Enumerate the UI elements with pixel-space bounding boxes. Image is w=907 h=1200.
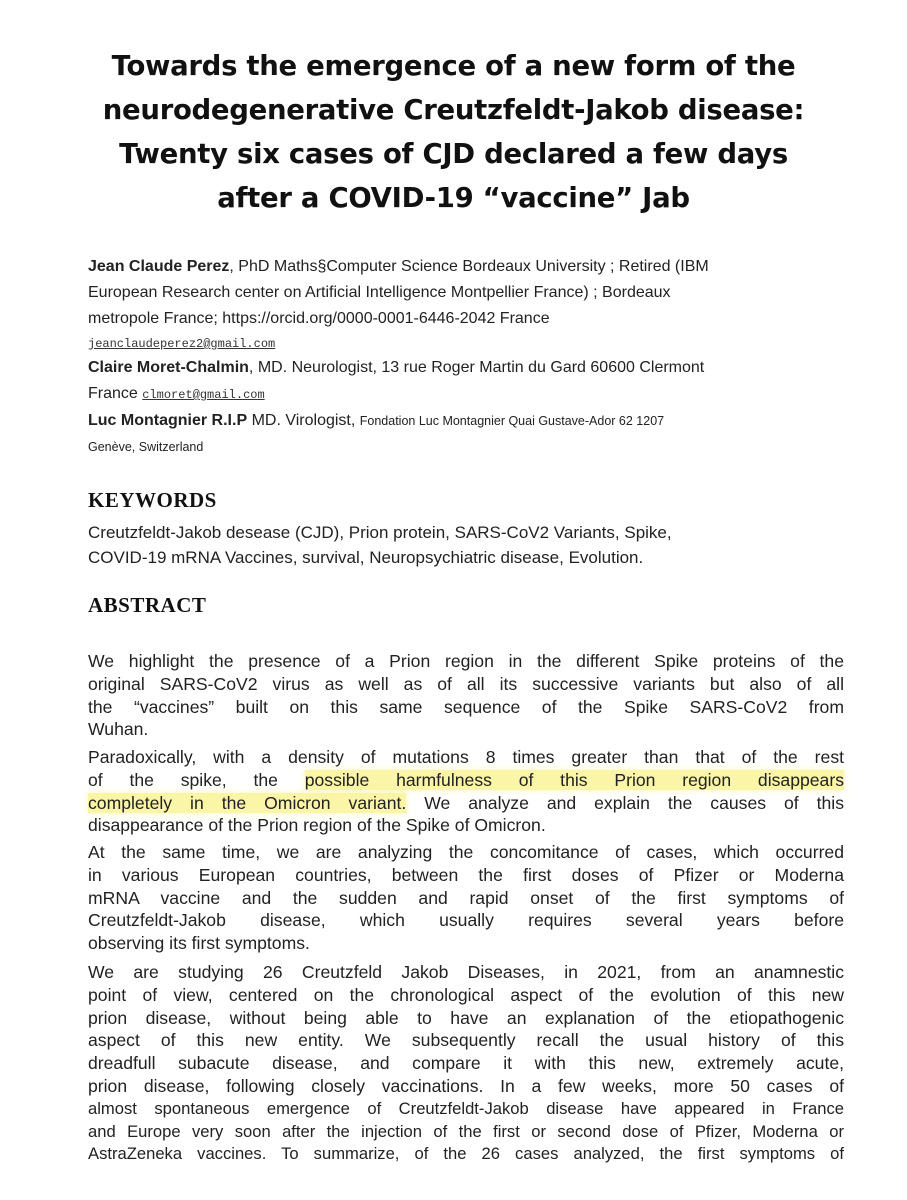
- title-line: neurodegenerative Creutzfeldt-Jakob disease:: [102, 94, 805, 126]
- author-name: Luc Montagnier R.I.P: [88, 412, 248, 429]
- text-line: almost spontaneous emergence of Creutzfeldt-Jakob disease have appeared in France: [88, 1098, 844, 1118]
- text-line: original SARS-CoV2 virus as well as of all its successive variants but also of all: [88, 673, 844, 694]
- text-line: and Europe very soon after the injection of the first or second dose of Pfizer, Moderna or: [88, 1121, 844, 1141]
- highlighted-text: possible harmfulness of this Prion region disappears: [304, 769, 844, 790]
- text-line: observing its first symptoms.: [88, 933, 310, 954]
- abstract-paragraph-2: [88, 746, 844, 837]
- title-line: Twenty six cases of CJD declared a few days: [119, 138, 788, 170]
- text-line: mRNA vaccine and the sudden and rapid onset of the first symptoms of: [88, 887, 844, 908]
- abstract-paragraph-3: [88, 841, 844, 955]
- author-affiliation: , MD. Neurologist, 13 rue Roger Martin du Gard 60600 Clermont: [248, 359, 705, 376]
- text-line: aspect of this new entity. We subsequently recall the usual history of this: [88, 1030, 844, 1051]
- abstract-paragraph-1: [88, 650, 844, 741]
- text-line: disappearance of the Prion region of the Spike of Omicron.: [88, 815, 546, 836]
- author-affiliation: Fondation Luc Montagnier Quai Gustave-Ador 62 1207: [359, 414, 665, 428]
- author-affiliation: , PhD Maths§Computer Science Bordeaux University ; Retired (IBM: [229, 258, 709, 275]
- text-line: AstraZeneka vaccines. To summarize, of the 26 cases analyzed, the first symptoms of: [88, 1144, 844, 1164]
- text-line: the “vaccines” built on this same sequence of the Spike SARS-CoV2 from: [88, 696, 844, 717]
- text-line: in various European countries, between the first doses of Pfizer or Moderna: [88, 864, 844, 885]
- author-email-link[interactable]: clmoret@gmail.com: [142, 388, 265, 402]
- text-line: Wuhan.: [88, 719, 149, 740]
- title-line: Towards the emergence of a new form of the: [111, 50, 796, 82]
- author-block: [88, 254, 848, 460]
- title-line: after a COVID-19 “vaccine” Jab: [217, 182, 690, 214]
- author-affiliation: metropole France; https://orcid.org/0000-0001-6446-2042 France: [88, 310, 550, 327]
- text-line: point of view, centered on the chronological aspect of the evolution of this new: [88, 984, 844, 1005]
- author-email-link[interactable]: jeanclaudeperez2@gmail.com: [88, 337, 276, 351]
- text-segment: of the spike, the: [88, 769, 305, 790]
- text-line: prion disease, following closely vaccinations. In a few weeks, more 50 cases of: [88, 1075, 844, 1096]
- keywords-heading: KEYWORDS: [88, 488, 217, 512]
- text-line: We are studying 26 Creutzfeld Jakob Diseases, in 2021, from an anamnestic: [88, 962, 844, 982]
- text-line: We highlight the presence of a Prion region in the different Spike proteins of the: [88, 651, 844, 671]
- highlighted-text: completely in the Omicron variant.: [88, 792, 407, 813]
- text-line: dreadfull subacute disease, and compare it with this new, extremely acute,: [88, 1053, 844, 1074]
- paper-title: [60, 44, 847, 220]
- author-name: Jean Claude Perez: [88, 258, 230, 275]
- abstract-heading: ABSTRACT: [88, 593, 207, 617]
- keywords-line: COVID-19 mRNA Vaccines, survival, Neuropsychiatric disease, Evolution.: [88, 548, 644, 567]
- text-line: prion disease, without being able to have an explanation of the etiopathogenic: [88, 1007, 844, 1028]
- text-segment: We analyze and explain the causes of this: [406, 792, 844, 813]
- author-affiliation: European Research center on Artificial Intelligence Montpellier France) ; Bordeaux: [88, 284, 671, 301]
- abstract-paragraph-4: [88, 961, 844, 1166]
- text-line: Paradoxically, with a density of mutations 8 times greater than that of the rest: [88, 747, 844, 767]
- keywords-line: Creutzfeldt-Jakob desease (CJD), Prion protein, SARS-CoV2 Variants, Spike,: [88, 523, 672, 542]
- author-affiliation: France: [88, 385, 143, 402]
- text-line: Creutzfeldt-Jakob disease, which usually requires several years before: [88, 910, 844, 931]
- keywords-text: [88, 520, 838, 570]
- author-name: Claire Moret-Chalmin: [88, 359, 249, 376]
- text-line: At the same time, we are analyzing the concomitance of cases, which occurred: [88, 842, 844, 862]
- author-role: MD. Virologist,: [247, 412, 360, 429]
- author-affiliation: Genève, Switzerland: [88, 440, 204, 454]
